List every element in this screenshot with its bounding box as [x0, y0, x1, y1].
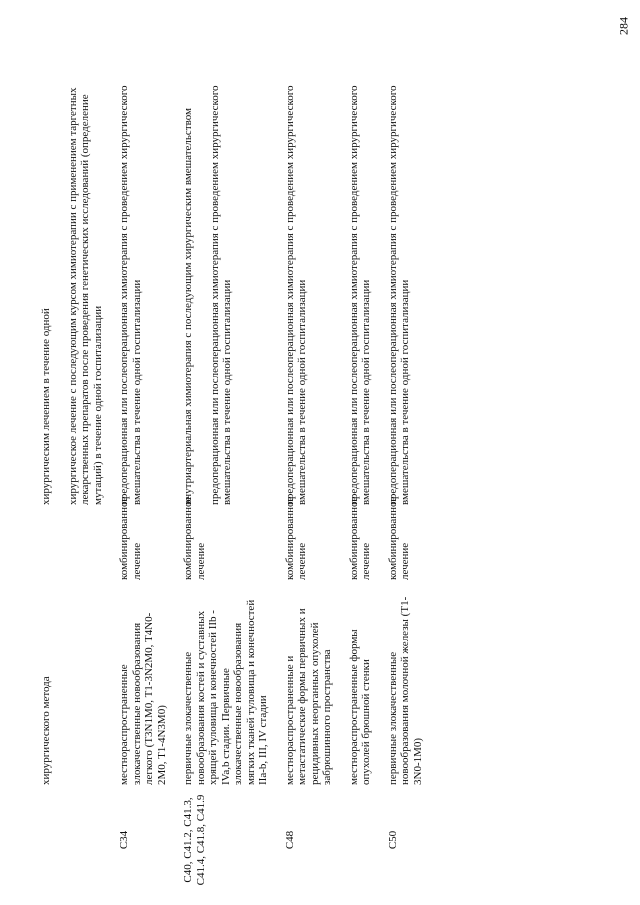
treatment-cell: [182, 65, 284, 505]
table-row: [387, 65, 439, 895]
diagnosis-code-cell: C40, C41.2, C41.3, C41.4, C41.8, C41.9: [182, 794, 207, 886]
method-cell: [40, 505, 118, 580]
diagnosis-code-cell: C34: [118, 830, 130, 850]
treatment-text: предоперационная или послеоперационная химиотерапия с проведением хирургического вмешательства в течение одной госпитализации: [118, 85, 143, 505]
rotated-table-region: [40, 65, 550, 895]
page-number: [614, 6, 634, 46]
method-cell: комбинированное лечение: [386, 496, 411, 580]
diagnosis-code-cell: C50: [386, 830, 399, 850]
treatment-text: хирургическим лечением в течение одной: [40, 308, 52, 505]
table-row: [284, 65, 348, 895]
description-cell: [40, 580, 118, 785]
method-cell: комбинированное лечение: [347, 496, 372, 580]
description-text: местнораспространенные формы опухолей брюшной стенки: [347, 629, 372, 785]
treatment-text: предоперационная или послеоперационная химиотерапия с проведением хирургического вмешательства в течение одной госпитализации: [283, 85, 308, 505]
diagnosis-code-cell: [348, 785, 387, 895]
description-cell: [284, 580, 348, 785]
treatment-table: [40, 65, 438, 895]
description-text: первичные злокачественные новообразования костей и суставных хрящей туловища и конечностей IIb - IVa,b стадии. Первичные злокачественные новообразования мягких тканей туловища и конечностей IIa-b, III, IV стадии: [182, 599, 269, 785]
treatment-cell: [40, 65, 118, 505]
description-text: хирургического метода: [40, 676, 52, 785]
treatment-text: хирургическое лечение с последующим курсом химиотерапии с применением таргетных лекарственных препаратов после проведения генетических исследований (определение мутаций) в течение одной госпитализации: [66, 87, 104, 505]
treatment-text: внутриартериальная химиотерапия с последующим хирургическим вмешательством: [182, 108, 194, 505]
table-row: [118, 65, 182, 895]
method-cell: комбинированное лечение: [182, 496, 207, 580]
treatment-cell: [118, 65, 182, 505]
description-cell: [348, 580, 387, 785]
table-row: [40, 65, 118, 895]
diagnosis-code-cell: [40, 785, 118, 895]
treatment-cell: [387, 65, 439, 505]
description-text: местнораспространенные злокачественные новообразования легкого (T3N1M0, T1-3N2M0, T4N0-2M0, T1-4N3M0): [118, 612, 168, 785]
diagnosis-code-cell: C48: [283, 830, 296, 850]
description-cell: [118, 580, 182, 785]
treatment-text: предоперационная или послеоперационная химиотерапия с проведением хирургического вмешательства в течение одной госпитализации: [347, 85, 372, 505]
method-cell: комбинированное лечение: [118, 496, 143, 580]
table-row: [348, 65, 387, 895]
description-text: первичные злокачественные новообразования молочной железы (T1-3N0-1M0): [386, 596, 424, 785]
page-number-text: 284: [616, 17, 631, 35]
table-row: [182, 65, 284, 895]
description-cell: [387, 580, 439, 785]
treatment-text: предоперационная или послеоперационная химиотерапия с проведением хирургического вмешательства в течение одной госпитализации: [208, 85, 233, 505]
treatment-text: предоперационная или послеоперационная химиотерапия с проведением хирургического вмешательства в течение одной госпитализации: [386, 85, 411, 505]
description-cell: [182, 580, 284, 785]
treatment-cell: [284, 65, 348, 505]
method-cell: комбинированное лечение: [283, 496, 308, 580]
treatment-cell: [348, 65, 387, 505]
description-text: местнораспространенные и метастатические формы первичных и рецидивных неорганных опухолей забрюшинного пространства: [283, 608, 333, 785]
